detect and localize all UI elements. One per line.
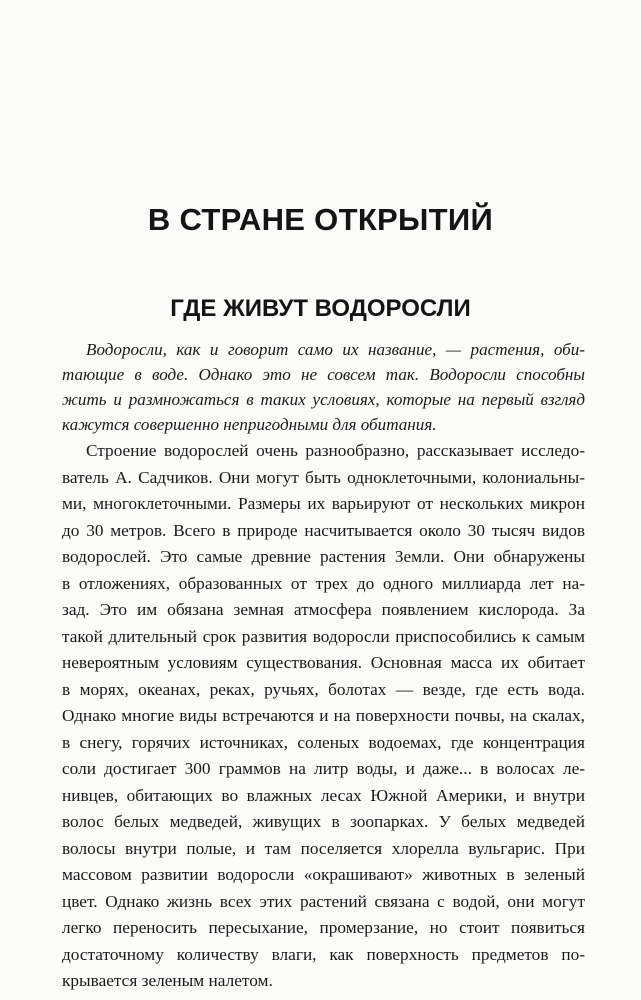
lead-line: жить и размножаться в таких условиях, которые на первый взгляд (62, 390, 585, 409)
body-line: ми, многоклеточными. Размеры их варьируют от нескольких микрон (62, 494, 585, 513)
body-line: в отложениях, образованных от трех до одного миллиарда лет на- (62, 574, 585, 593)
lead-line: тающие в воде. Однако это не совсем так. Водоросли способны (62, 365, 585, 384)
lead-line: Водоросли, как и говорит само их название, — растения, оби- (86, 340, 585, 359)
body-line: такой длительный срок развития водоросли приспособились к самым (62, 627, 585, 646)
body-line: Однако многие виды встречаются и на поверхности почвы, на скалах, (62, 706, 585, 725)
body-line: Строение водорослей очень разнообразно, рассказывает исследо- (86, 441, 585, 460)
body-line: массовом развитии водоросли «окрашивают» животных в зеленый (62, 865, 585, 884)
body-line: невероятным условиям существования. Основная масса их обитает (62, 653, 585, 672)
body-line: до 30 метров. Всего в природе насчитывается около 30 тысяч видов (62, 521, 585, 540)
section-title: ГДЕ ЖИВУТ ВОДОРОСЛИ (170, 295, 471, 322)
body-line: зад. Это им обязана земная атмосфера появлением кислорода. За (62, 600, 585, 619)
body-line: крывается зеленым налетом. (62, 971, 273, 990)
body-line: нивцев, обитающих во влажных лесах Южной Америки, и внутри (62, 786, 585, 805)
body-line: в снегу, горячих источниках, соленых водоемах, где концентрация (62, 733, 585, 752)
body-line: ватель А. Садчиков. Они могут быть одноклеточными, колониальны- (62, 468, 585, 487)
chapter-title: В СТРАНЕ ОТКРЫТИЙ (147, 202, 494, 237)
body-line: легко переносить пересыхание, промерзание, но стоит появиться (62, 918, 585, 937)
lead-line: кажутся совершенно непригодными для обитания. (62, 415, 437, 434)
body-line: в морях, океанах, реках, ручьях, болотах — везде, где есть вода. (62, 680, 585, 699)
body-line: достаточному количеству влаги, как поверхность предметов по- (62, 945, 585, 964)
body-line: соли достигает 300 граммов на литр воды, и даже... в волосах ле- (62, 759, 585, 778)
body-line: волосы внутри полые, и там поселяется хлорелла вульгарис. При (62, 839, 585, 858)
body-line: цвет. Однако жизнь всех этих растений связана с водой, они могут (62, 892, 585, 911)
body-line: водорослей. Это самые древние растения Земли. Они обнаружены (62, 547, 585, 566)
body-line: волос белых медведей, живущих в зоопарках. У белых медведей (62, 812, 585, 831)
